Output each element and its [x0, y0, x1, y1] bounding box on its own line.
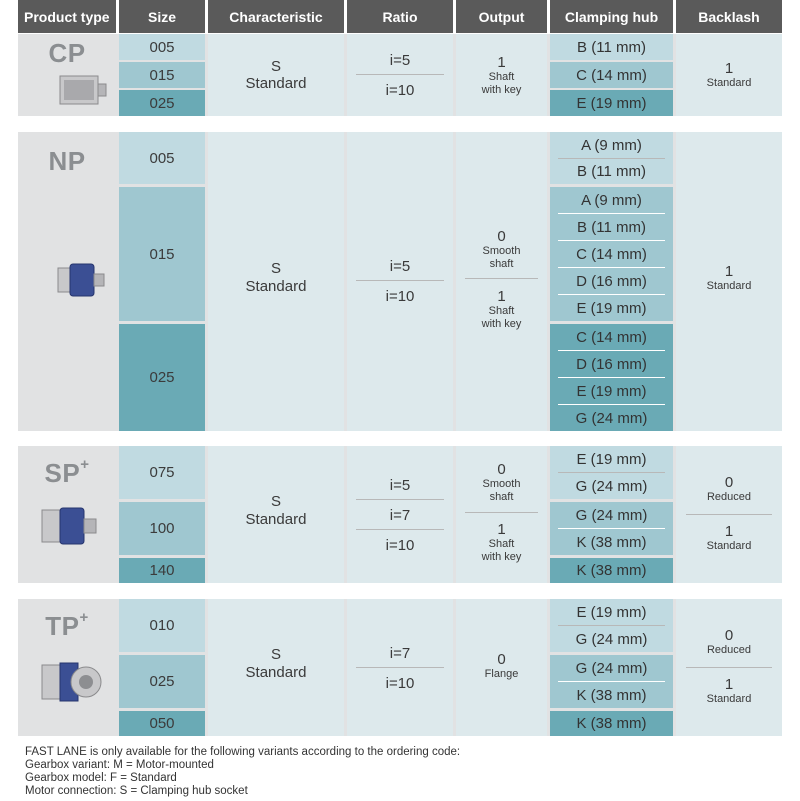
cp-backlash	[676, 34, 782, 116]
sp-output-1	[456, 521, 547, 564]
sp-output-sep	[465, 512, 538, 513]
footer-line-2: Gearbox variant: M = Motor-mounted	[25, 759, 214, 771]
cp-char-code: S	[270, 57, 281, 75]
header-characteristic: Characteristic	[208, 0, 344, 33]
cp-ratio-sep	[356, 74, 444, 75]
cp-backlash-code: 1	[724, 60, 734, 78]
tp-size-025: 025	[119, 655, 205, 708]
sp-ratio-10: i=10	[385, 537, 415, 554]
sp-hub-140-k38: K (38 mm)	[550, 558, 673, 583]
tp-ratio-7: i=7	[389, 645, 411, 662]
np-ratio-5: i=5	[389, 258, 411, 275]
sp-backlash-1-label: Standard	[706, 540, 752, 553]
sp-hub-075-g24: G (24 mm)	[575, 477, 648, 495]
sp-backlash-1-code: 1	[724, 523, 734, 540]
np-product-name: NP	[48, 146, 86, 176]
tp-ratio-10: i=10	[385, 675, 415, 692]
cp-ratio-10: i=10	[385, 82, 415, 99]
tp-backlash-0-code: 0	[724, 627, 734, 644]
sp-ratio-sep1	[356, 499, 444, 500]
np-size-025: 025	[119, 324, 205, 431]
tp-backlash-1	[676, 676, 782, 706]
sp-backlash-0-code: 0	[724, 474, 734, 491]
np-hub-005-a9: A (9 mm)	[581, 136, 642, 154]
header-clamping-hub: Clamping hub	[550, 0, 673, 33]
sp-output-0-code: 0	[497, 461, 506, 478]
sp-backlash-1	[676, 523, 782, 553]
footer-notes	[25, 746, 785, 798]
cp-output-code: 1	[497, 53, 506, 71]
tp-backlash-0-label: Reduced	[706, 644, 752, 657]
np-backlash-code: 1	[724, 262, 734, 280]
sp-ratio-7: i=7	[389, 507, 411, 524]
np-backlash	[676, 132, 782, 431]
tp-characteristic	[208, 599, 344, 736]
np-hub-015-a9: A (9 mm)	[581, 191, 642, 209]
tp-hub-050-k38: K (38 mm)	[550, 711, 673, 736]
np-backlash-label: Standard	[706, 279, 752, 292]
cp-output	[456, 34, 547, 116]
tp-gearbox-icon	[38, 659, 102, 705]
np-output-0-l2: shaft	[489, 257, 514, 270]
sp-output-0-l2: shaft	[489, 490, 514, 503]
np-hub-005-b11: B (11 mm)	[577, 163, 646, 180]
tp-backlash-1-label: Standard	[706, 693, 752, 706]
cp-product-name: CP	[48, 38, 86, 68]
sp-size-140: 140	[119, 558, 205, 583]
sp-output-1-l1: Shaft	[488, 538, 515, 551]
np-char-code: S	[270, 260, 281, 278]
np-char-label: Standard	[245, 277, 307, 295]
np-ratio-10: i=10	[385, 288, 415, 305]
cp-ratio	[347, 34, 453, 116]
tp-size-010: 010	[119, 599, 205, 652]
cp-ratio-5: i=5	[389, 52, 411, 69]
tp-name-sup: +	[79, 609, 89, 626]
sp-gearbox-icon	[38, 504, 102, 548]
footer-line-4: Motor connection: S = Clamping hub socket	[25, 785, 248, 797]
np-ratio	[347, 132, 453, 431]
tp-name-text: TP	[45, 611, 80, 641]
np-hub-025-g24: G (24 mm)	[575, 409, 648, 427]
sp-size-100: 100	[119, 502, 205, 555]
sp-backlash-0	[676, 474, 782, 504]
tp-backlash-0	[676, 627, 782, 657]
cp-gearbox-icon	[56, 72, 108, 108]
tp-size-050: 050	[119, 711, 205, 736]
np-output-1-l1: Shaft	[488, 305, 515, 318]
tp-char-code: S	[270, 646, 281, 664]
sp-characteristic	[208, 446, 344, 583]
sp-name-sup: +	[80, 456, 90, 473]
sp-size-075: 075	[119, 446, 205, 499]
np-gearbox-icon	[54, 260, 110, 300]
sp-ratio-sep2	[356, 529, 444, 530]
np-hub-025-e19: E (19 mm)	[576, 382, 647, 400]
sp-backlash-sep	[686, 514, 772, 515]
tp-hub-025-k38: K (38 mm)	[576, 686, 647, 704]
footer-line-1: FAST LANE is only available for the following variants according to the ordering code:	[25, 746, 461, 758]
cp-size-015: 015	[119, 62, 205, 88]
np-output-0-code: 0	[497, 228, 506, 245]
np-output-sep	[465, 278, 538, 279]
sp-output-1-code: 1	[497, 521, 506, 538]
cp-char-label: Standard	[245, 75, 307, 92]
tp-output	[456, 599, 547, 736]
np-output-0-l1: Smooth	[482, 245, 521, 258]
header-ratio: Ratio	[347, 0, 453, 33]
sp-hub-075-e19: E (19 mm)	[576, 450, 647, 468]
np-hub-025-d16: D (16 mm)	[576, 355, 647, 373]
sp-char-code: S	[270, 493, 281, 511]
sp-hub-100-k38: K (38 mm)	[576, 533, 647, 551]
cp-hub-b11: B (11 mm)	[550, 34, 673, 60]
tp-output-code: 0	[497, 650, 506, 668]
sp-name-text: SP	[44, 458, 81, 488]
cp-size-005: 005	[119, 34, 205, 60]
header-size: Size	[119, 0, 205, 33]
np-hub-025-c14: C (14 mm)	[576, 328, 647, 346]
cp-output-l1: Shaft	[488, 70, 515, 83]
header-output: Output	[456, 0, 547, 33]
header-backlash: Backlash	[676, 0, 782, 33]
sp-hub-100-g24: G (24 mm)	[575, 506, 648, 524]
sp-backlash-0-label: Reduced	[706, 491, 752, 504]
tp-backlash-1-code: 1	[724, 676, 734, 693]
tp-backlash-sep	[686, 667, 772, 668]
tp-char-label: Standard	[245, 663, 307, 681]
np-product-cell	[18, 132, 116, 431]
sp-char-label: Standard	[245, 510, 307, 528]
cp-product-cell	[18, 34, 116, 116]
np-hub-015-e19: E (19 mm)	[576, 299, 647, 317]
sp-product-cell	[18, 446, 116, 583]
np-output-1-code: 1	[497, 288, 506, 305]
tp-hub-010-e19: E (19 mm)	[576, 603, 647, 621]
sp-product-name	[18, 458, 116, 489]
np-size-005: 005	[119, 132, 205, 184]
footer-line-3: Gearbox model: F = Standard	[25, 772, 177, 784]
sp-output-0	[456, 461, 547, 504]
cp-hub-c14: C (14 mm)	[550, 62, 673, 88]
np-hub-015-d16: D (16 mm)	[576, 272, 647, 290]
header-product-type: Product type	[18, 0, 116, 33]
tp-product-cell	[18, 599, 116, 736]
tp-ratio-sep	[356, 667, 444, 668]
np-hub-015-b11: B (11 mm)	[577, 218, 646, 236]
cp-output-l2: with key	[481, 83, 522, 96]
np-characteristic	[208, 132, 344, 431]
np-output	[456, 132, 547, 431]
np-output-1	[456, 288, 547, 331]
np-ratio-sep	[356, 280, 444, 281]
sp-output-0-l1: Smooth	[482, 478, 521, 491]
tp-hub-010-g24: G (24 mm)	[575, 630, 648, 648]
np-size-015: 015	[119, 187, 205, 321]
np-hub-015-c14: C (14 mm)	[576, 245, 647, 263]
sp-ratio-5: i=5	[389, 477, 411, 494]
sp-output-1-l2: with key	[481, 550, 522, 563]
cp-backlash-label: Standard	[706, 77, 752, 90]
np-output-1-l2: with key	[481, 317, 522, 330]
np-output-0	[456, 228, 547, 271]
cp-characteristic	[208, 34, 344, 116]
tp-hub-025-g24: G (24 mm)	[575, 659, 648, 677]
cp-hub-e19: E (19 mm)	[550, 90, 673, 116]
tp-output-label: Flange	[484, 667, 519, 680]
cp-size-025: 025	[119, 90, 205, 116]
tp-product-name	[18, 611, 116, 642]
